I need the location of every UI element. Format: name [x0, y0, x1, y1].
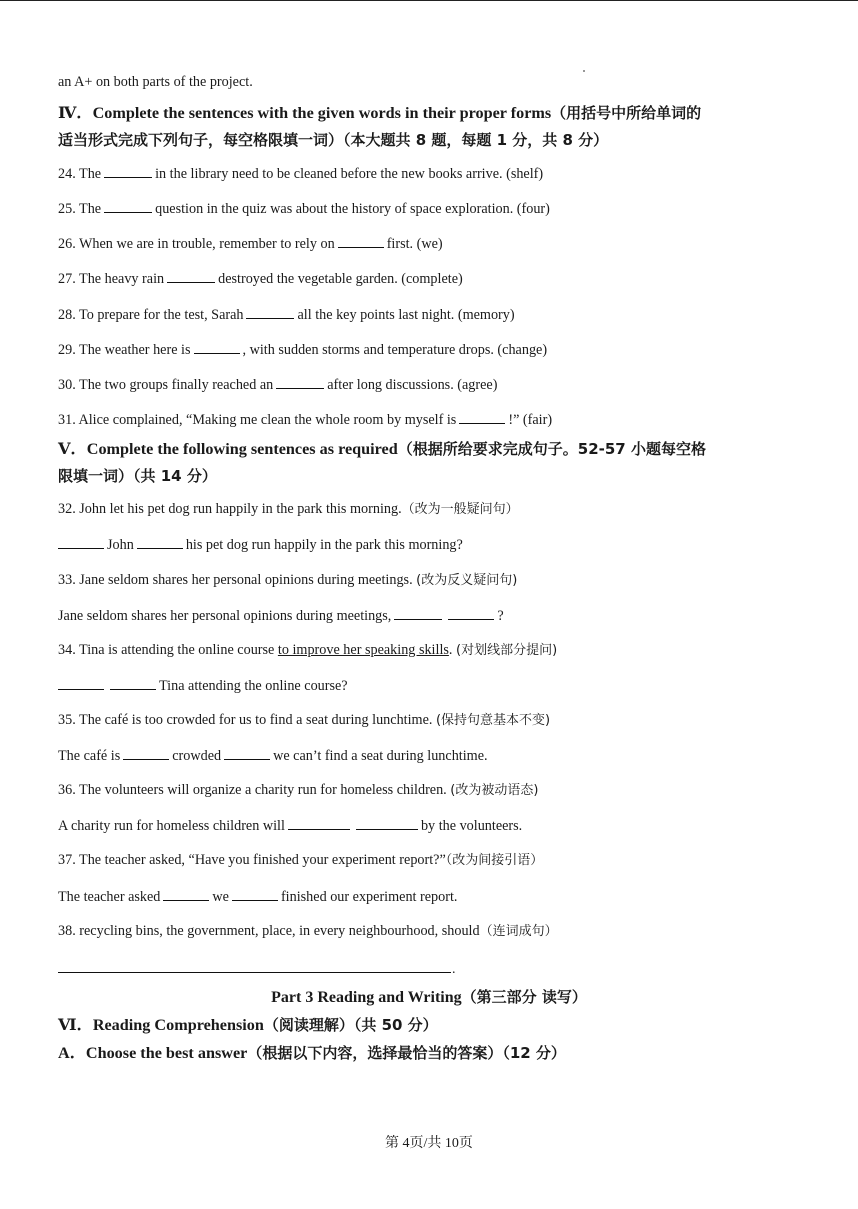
- question-37: 37. The teacher asked, “Have you finished your experiment report?”（改为间接引语）: [58, 852, 544, 868]
- section-6-heading: [58, 1014, 438, 1036]
- answer-blank[interactable]: [104, 199, 152, 213]
- answer-blank[interactable]: [224, 746, 270, 760]
- question-38: 38. recycling bins, the government, place, in every neighbourhood, should（连词成句）: [58, 923, 558, 939]
- question-34: 34. Tina is attending the online course to improve her speaking skills. (对划线部分提问): [58, 642, 558, 658]
- section-a-cn: （根据以下内容，选择最恰当的答案）（12 分）: [247, 1044, 566, 1062]
- continuation-line: an A+ on both parts of the project.: [58, 74, 253, 90]
- section-a-title: Choose the best answer: [85, 1044, 248, 1062]
- top-rule: [0, 0, 858, 1]
- question-27: 27. The heavy rain destroyed the vegetable garden. (complete): [58, 271, 463, 287]
- section-5-roman: Ⅴ．: [58, 440, 87, 458]
- question-35: 35. The café is too crowded for us to find a seat during lunchtime. (保持句意基本不变): [58, 712, 551, 728]
- question-24: 24. The in the library need to be cleaned before the new books arrive. (shelf): [58, 166, 544, 182]
- answer-blank[interactable]: [448, 606, 494, 620]
- section-5-heading: [58, 438, 706, 460]
- answer-33: Jane seldom shares her personal opinions during meetings, ?: [58, 608, 504, 624]
- answer-blank[interactable]: [356, 816, 418, 830]
- answer-blank[interactable]: [288, 816, 350, 830]
- answer-blank[interactable]: [232, 887, 278, 901]
- answer-38-period: .: [452, 962, 456, 977]
- section-a-heading: [58, 1042, 566, 1064]
- section-4-heading: [58, 102, 701, 124]
- section-6-roman: Ⅵ．: [58, 1016, 93, 1034]
- answer-blank[interactable]: [459, 410, 505, 424]
- section-4-title: Complete the sentences with the given words in their proper forms: [92, 104, 552, 122]
- answer-blank[interactable]: [276, 375, 324, 389]
- answer-blank[interactable]: [194, 340, 240, 354]
- question-28: 28. To prepare for the test, Sarah all the key points last night. (memory): [58, 307, 515, 323]
- answer-blank[interactable]: [394, 606, 442, 620]
- stray-dot: [583, 70, 585, 72]
- answer-34: Tina attending the online course?: [58, 676, 348, 695]
- section-6-title: Reading Comprehension: [92, 1016, 264, 1034]
- part-3-heading: [0, 986, 858, 1009]
- question-30: 30. The two groups finally reached an after long discussions. (agree): [58, 377, 498, 393]
- section-a-label: A．: [58, 1044, 86, 1062]
- answer-32: John his pet dog run happily in the park this morning?: [58, 535, 463, 554]
- underlined-phrase: to improve her speaking skills: [277, 642, 449, 658]
- section-4-roman: Ⅳ．: [58, 104, 93, 122]
- section-4-instruction-2: 适当形式完成下列句子，每空格限填一词）（本大题共 8 题，每题 1 分，共 8 分）: [58, 131, 609, 149]
- answer-blank[interactable]: [338, 234, 384, 248]
- answer-blank[interactable]: [58, 676, 104, 690]
- answer-blank[interactable]: [123, 746, 169, 760]
- question-25: 25. The question in the quiz was about the history of space exploration. (four): [58, 201, 550, 217]
- answer-blank[interactable]: [104, 164, 152, 178]
- question-36: 36. The volunteers will organize a charity run for homeless children. (改为被动语态): [58, 782, 539, 798]
- question-29: 29. The weather here is , with sudden storms and temperature drops. (change): [58, 342, 548, 358]
- section-6-cn: （阅读理解）（共 50 分）: [263, 1016, 438, 1034]
- answer-blank[interactable]: [167, 269, 215, 283]
- answer-37: The teacher asked we finished our experiment report.: [58, 889, 458, 905]
- section-5-instruction-1: （根据所给要求完成句子。52-57 小题每空格: [397, 440, 706, 458]
- section-5-title: Complete the following sentences as required: [86, 440, 398, 458]
- answer-35: The café is crowded we can’t find a seat during lunchtime.: [58, 748, 488, 764]
- question-31: 31. Alice complained, “Making me clean the whole room by myself is !” (fair): [58, 412, 553, 428]
- answer-blank[interactable]: [246, 305, 294, 319]
- answer-38-line[interactable]: [58, 972, 451, 973]
- answer-blank[interactable]: [58, 535, 104, 549]
- part-3-cn: （第三部分 读写）: [461, 988, 587, 1006]
- section-4-instruction-1: （用括号中所给单词的: [551, 104, 702, 122]
- question-33: 33. Jane seldom shares her personal opinions during meetings. (改为反义疑问句): [58, 572, 518, 588]
- page-footer: 第 4页/共 10页: [385, 1136, 473, 1151]
- answer-blank[interactable]: [163, 887, 209, 901]
- part-3-title: Part 3 Reading and Writing: [271, 989, 462, 1006]
- answer-blank[interactable]: [137, 535, 183, 549]
- question-26: 26. When we are in trouble, remember to rely on first. (we): [58, 236, 443, 252]
- section-5-instruction-2: 限填一词）（共 14 分）: [58, 467, 217, 485]
- answer-36: A charity run for homeless children will by the volunteers.: [58, 818, 523, 834]
- answer-blank[interactable]: [110, 676, 156, 690]
- question-32: 32. John let his pet dog run happily in the park this morning.（改为一般疑问句）: [58, 501, 519, 517]
